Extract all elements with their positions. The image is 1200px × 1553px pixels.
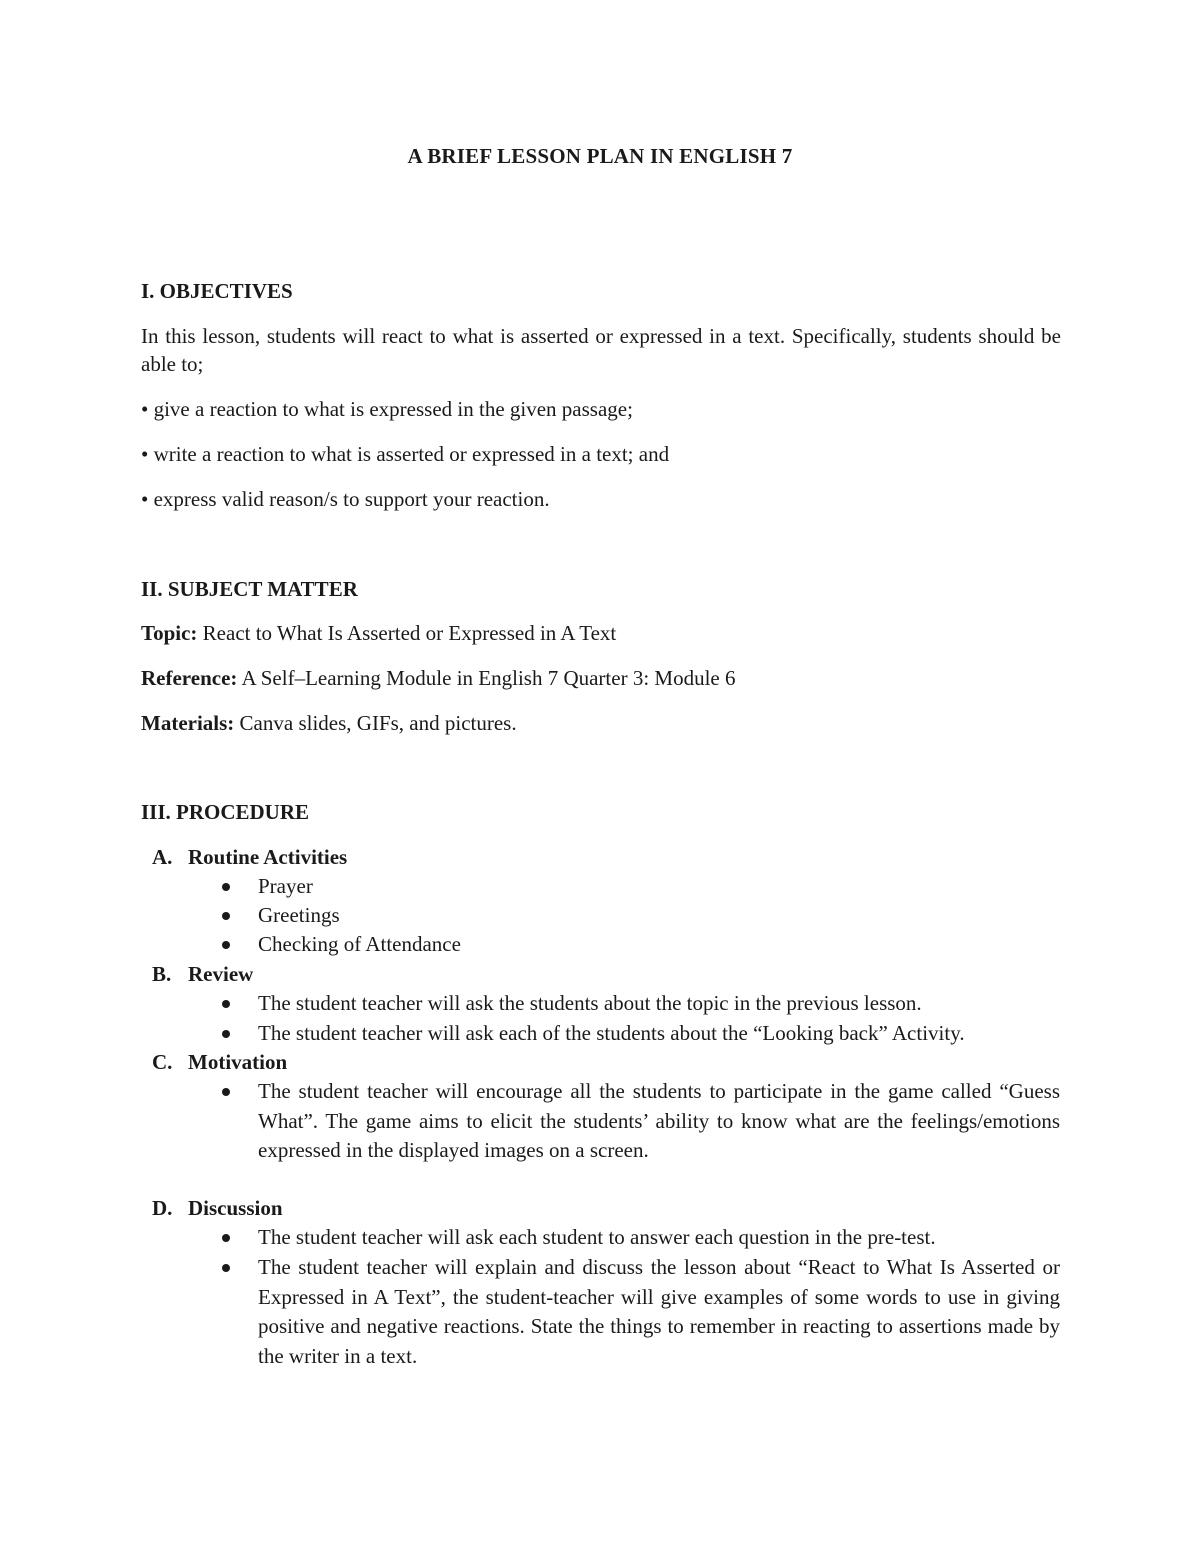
list-item: Prayer xyxy=(222,872,1060,902)
procedure-heading: III. PROCEDURE xyxy=(141,800,310,824)
objective-item: • give a reaction to what is expressed in the given passage; xyxy=(141,397,633,421)
section-letter: C. xyxy=(152,1050,173,1074)
reference-value: A Self–Learning Module in English 7 Quarter 3: Module 6 xyxy=(237,666,736,690)
list-item: The student teacher will explain and discuss the lesson about “React to What Is Asserted or Expressed in A Text”, the student-teacher will give examples of some words to use in giving positive and negative reactions. State the things to remember in reacting to assertions made by the writer in a text. xyxy=(222,1253,1060,1371)
list-item: Greetings xyxy=(222,901,1060,931)
materials-value: Canva slides, GIFs, and pictures. xyxy=(234,711,517,735)
bullet-icon xyxy=(222,1234,230,1242)
objectives-intro: In this lesson, students will react to what is asserted or expressed in a text. Specifically, students should be able to; xyxy=(141,324,1061,376)
section-title: Review xyxy=(188,962,254,986)
section-motivation xyxy=(152,1050,287,1075)
list-item: The student teacher will encourage all the students to participate in the game called “Guess What”. The game aims to elicit the students’ ability to know what are the feelings/emotions expressed in the displayed images on a screen. xyxy=(222,1077,1060,1166)
objective-item: • write a reaction to what is asserted or expressed in a text; and xyxy=(141,442,670,466)
topic-label: Topic: xyxy=(141,621,198,645)
list-item: The student teacher will ask each student to answer each question in the pre-test. xyxy=(222,1223,1060,1253)
section-routine-activities xyxy=(152,845,347,870)
section-letter: A. xyxy=(152,845,173,869)
section-review xyxy=(152,962,253,987)
section-letter: B. xyxy=(152,962,172,986)
section-discussion xyxy=(152,1196,283,1221)
bullet-icon xyxy=(222,1030,230,1038)
bullet-icon xyxy=(222,941,230,949)
list-item: The student teacher will ask the students about the topic in the previous lesson. xyxy=(222,989,1060,1019)
list-item: The student teacher will ask each of the students about the “Looking back” Activity. xyxy=(222,1019,1060,1049)
list-item: Checking of Attendance xyxy=(222,930,1060,960)
topic-value: React to What Is Asserted or Expressed in A Text xyxy=(197,621,617,645)
section-title: Motivation xyxy=(188,1050,288,1074)
bullet-icon xyxy=(222,912,230,920)
bullet-icon xyxy=(222,1088,230,1096)
bullet-icon xyxy=(222,1000,230,1008)
document-title: A BRIEF LESSON PLAN IN ENGLISH 7 xyxy=(407,144,793,168)
reference-line xyxy=(141,666,735,691)
section-title: Discussion xyxy=(188,1196,283,1220)
topic-line xyxy=(141,621,616,646)
reference-label: Reference: xyxy=(141,666,238,690)
section-letter: D. xyxy=(152,1196,173,1220)
bullet-icon xyxy=(222,1264,230,1272)
objectives-heading: I. OBJECTIVES xyxy=(141,279,293,303)
materials-label: Materials: xyxy=(141,711,235,735)
bullet-icon xyxy=(222,883,230,891)
section-title: Routine Activities xyxy=(188,845,348,869)
objective-item: • express valid reason/s to support your reaction. xyxy=(141,487,550,511)
materials-line xyxy=(141,711,517,736)
subject-matter-heading: II. SUBJECT MATTER xyxy=(141,577,358,601)
